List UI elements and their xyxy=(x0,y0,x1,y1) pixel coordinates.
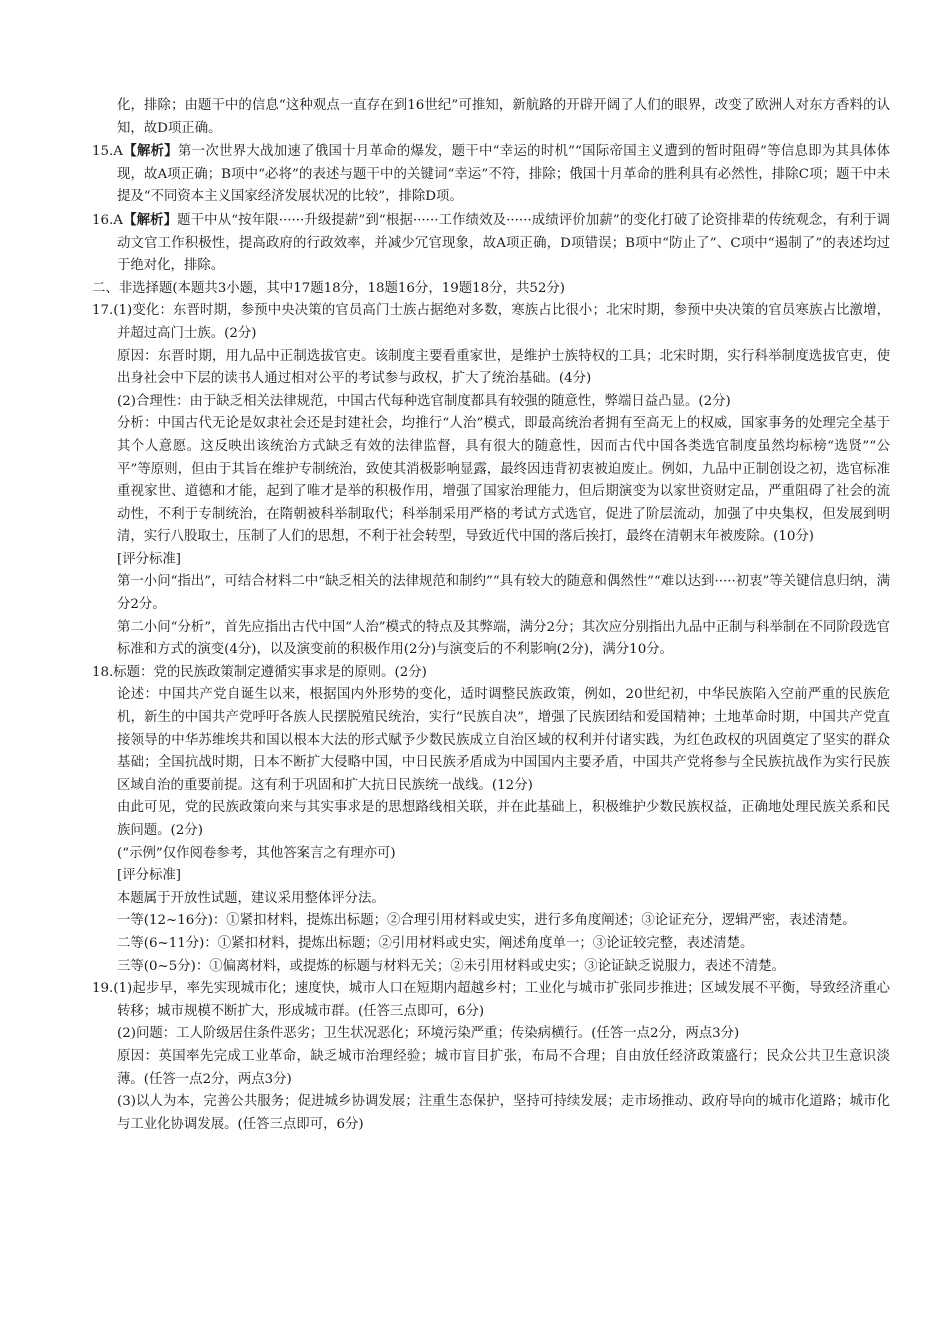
q18-scoring-intro: 本题属于开放性试题，建议采用整体评分法。 xyxy=(117,890,385,906)
q18-level-2: 二等(6~11分)：①紧扣材料，提炼出标题；②引用材料或史实，阐述角度单一；③论证较完整，表述清楚。 xyxy=(117,935,754,951)
q14-continued: 化，排除；由题干中的信息“这种观点一直存在到16世纪”可推知，新航路的开辟开阔了人们的眼界，改变了欧洲人对东方香料的认知，故D项正确。 xyxy=(117,98,890,136)
q18-argument: 论述：中国共产党自诞生以来，根据国内外形势的变化，适时调整民族政策，例如，20世纪初，中华民族陷入空前严重的民族危机，新生的中国共产党呼吁各族人民摆脱殖民统治，实行“民族自决”，增强了民族团结和爱国精神；土地革命时期，中国共产党直接领导的中华苏维埃共和国以根本大法的形式赋予少数民族成立自治区域的权利并付诸实践，为红色政权的巩固奠定了坚实的群众基础；全国抗战时期，日本不断扩大侵略中国，中日民族矛盾成为中国国内主要矛盾，中国共产党将参与全民族抗战作为实行民族区域自治的重要前提。这有利于巩固和扩大抗日民族统一战线。(12分) xyxy=(117,687,890,793)
q17-scoring-heading: [评分标准] xyxy=(117,551,182,567)
q19-part3: (3)以人为本，完善公共服务；促进城乡协调发展；注重生态保护，坚持可持续发展；走市场推动、政府导向的城市化道路；城市化与工业化协调发展。(任答三点即可，6分) xyxy=(117,1094,890,1132)
q16-answer xyxy=(92,209,890,278)
q15-number: 15.A xyxy=(92,144,123,160)
q16-text: 题干中从“按年限······升级提薪”到“根据······工作绩效及······成绩评价加薪”的变化打破了论资排辈的传统观念，有利于调动文官工作积极性，提高政府的行政效率，并减少冗官现象，故A项正确，D项错误；B项中“防止了”、C项中“遏制了”的表述均过于绝对化，排除。 xyxy=(117,212,891,274)
q16-number: 16.A xyxy=(92,212,123,228)
q19-part2: (2)问题：工人阶级居住条件恶劣；卫生状况恶化；环境污染严重；传染病横行。(任答一点2分，两点3分) xyxy=(117,1026,740,1042)
q17-analysis: 分析：中国古代无论是奴隶社会还是封建社会，均推行“人治”模式，即最高统治者拥有至高无上的权威，国家事务的处理完全基于其个人意愿。这反映出该统治方式缺乏有效的法律监督，具有很大的随意性，因而古代中国各类选官制度虽然均标榜“选贤”“公平”等原则，但由于其旨在维护专制统治，致使其消极影响显露，最终因违背初衷被迫废止。例如，九品中正制创设之初，选官标准重视家世、道德和才能，起到了唯才是举的积极作用，增强了国家治理能力，但后期演变为以家世资财定品，严重阻碍了社会的流动性，不利于专制统治，在隋朝被科举制取代；科举制采用严格的考试方式选官，促进了阶层流动，加强了中央集权，但发展到明清，实行八股取士，压制了人们的思想，不利于社会转型，导致近代中国的落后挨打，最终在清朝末年被废除。(10分) xyxy=(117,416,890,545)
q18-conclusion: 由此可见，党的民族政策向来与其实事求是的思想路线相关联，并在此基础上，积极维护少数民族权益，正确地处理民族关系和民族问题。(2分) xyxy=(117,800,890,838)
q17-part2: (2)合理性：由于缺乏相关法律规范，中国古代每种选官制度都具有较强的随意性，弊端日益凸显。(2分) xyxy=(117,393,731,409)
q15-text: 第一次世界大战加速了俄国十月革命的爆发，题干中“幸运的时机”“国际帝国主义遭到的暂时阻碍”等信息即为其具体体现，故A项正确；B项中“必将”的表述与题干中的关键词“幸运”不符，排除；俄国十月革命的胜利具有必然性，排除C项；题干中未提及“不同资本主义国家经济发展状况的比较”，排除D项。 xyxy=(117,144,890,205)
section-two-heading: 二、非选择题(本题共3小题，其中17题18分，18题16分，19题18分，共52分) xyxy=(92,280,566,296)
q19-part1: 19.(1)起步早，率先实现城市化；速度快，城市人口在短期内超越乡村；工业化与城市扩张同步推进；区域发展不平衡，导致经济重心转移；城市规模不断扩大，形成城市群。(任答三点即可，6分) xyxy=(92,981,890,1019)
q15-answer xyxy=(92,140,890,209)
q19-reason: 原因：英国率先完成工业革命，缺乏城市治理经验；城市盲目扩张，布局不合理；自由放任经济政策盛行；民众公共卫生意识淡薄。(任答一点2分，两点3分) xyxy=(117,1048,890,1087)
q17-part1: 17.(1)变化：东晋时期，参预中央决策的官员高门士族占据绝对多数，寒族占比很小；北宋时期，参预中央决策的官员寒族占比激增，并超过高门士族。(2分) xyxy=(92,303,890,341)
answer-content xyxy=(92,95,890,1136)
q17-scoring-1: 第一小问“指出”，可结合材料二中“缺乏相关的法律规范和制约”“具有较大的随意和偶然性”“难以达到·····初衷”等关键信息归纳，满分2分。 xyxy=(117,574,890,613)
q15-tag: 【解析】 xyxy=(122,143,178,160)
q17-scoring-2: 第二小问“分析”，首先应指出古代中国“人治”模式的特点及其弊端，满分2分；其次应分别指出九品中正制与科举制在不同阶段选官标准和方式的演变(4分)，以及演变前的积极作用(2分)与演变后的不利影响(2分)，满分10分。 xyxy=(117,619,890,658)
q17-reason: 原因：东晋时期，用九品中正制选拔官吏。该制度主要看重家世，是维护士族特权的工具；北宋时期，实行科举制度选拔官吏，使出身社会中下层的读书人通过相对公平的考试参与政权，扩大了统治基础。(4分) xyxy=(117,348,890,387)
q18-level-1: 一等(12~16分)：①紧扣材料，提炼出标题；②合理引用材料或史实，进行多角度阐述；③论证充分，逻辑严密，表述清楚。 xyxy=(117,913,856,929)
q18-scoring-heading: [评分标准] xyxy=(117,868,182,884)
q18-level-3: 三等(0~5分)：①偏离材料，或提炼的标题与材料无关；②未引用材料或史实；③论证缺乏说服力，表述不清楚。 xyxy=(117,958,786,974)
q16-tag: 【解析】 xyxy=(122,211,178,228)
q18-title: 18.标题：党的民族政策制定遵循实事求是的原则。(2分) xyxy=(92,664,427,680)
q18-note: (“示例”仅作阅卷参考，其他答案言之有理亦可) xyxy=(117,845,396,861)
